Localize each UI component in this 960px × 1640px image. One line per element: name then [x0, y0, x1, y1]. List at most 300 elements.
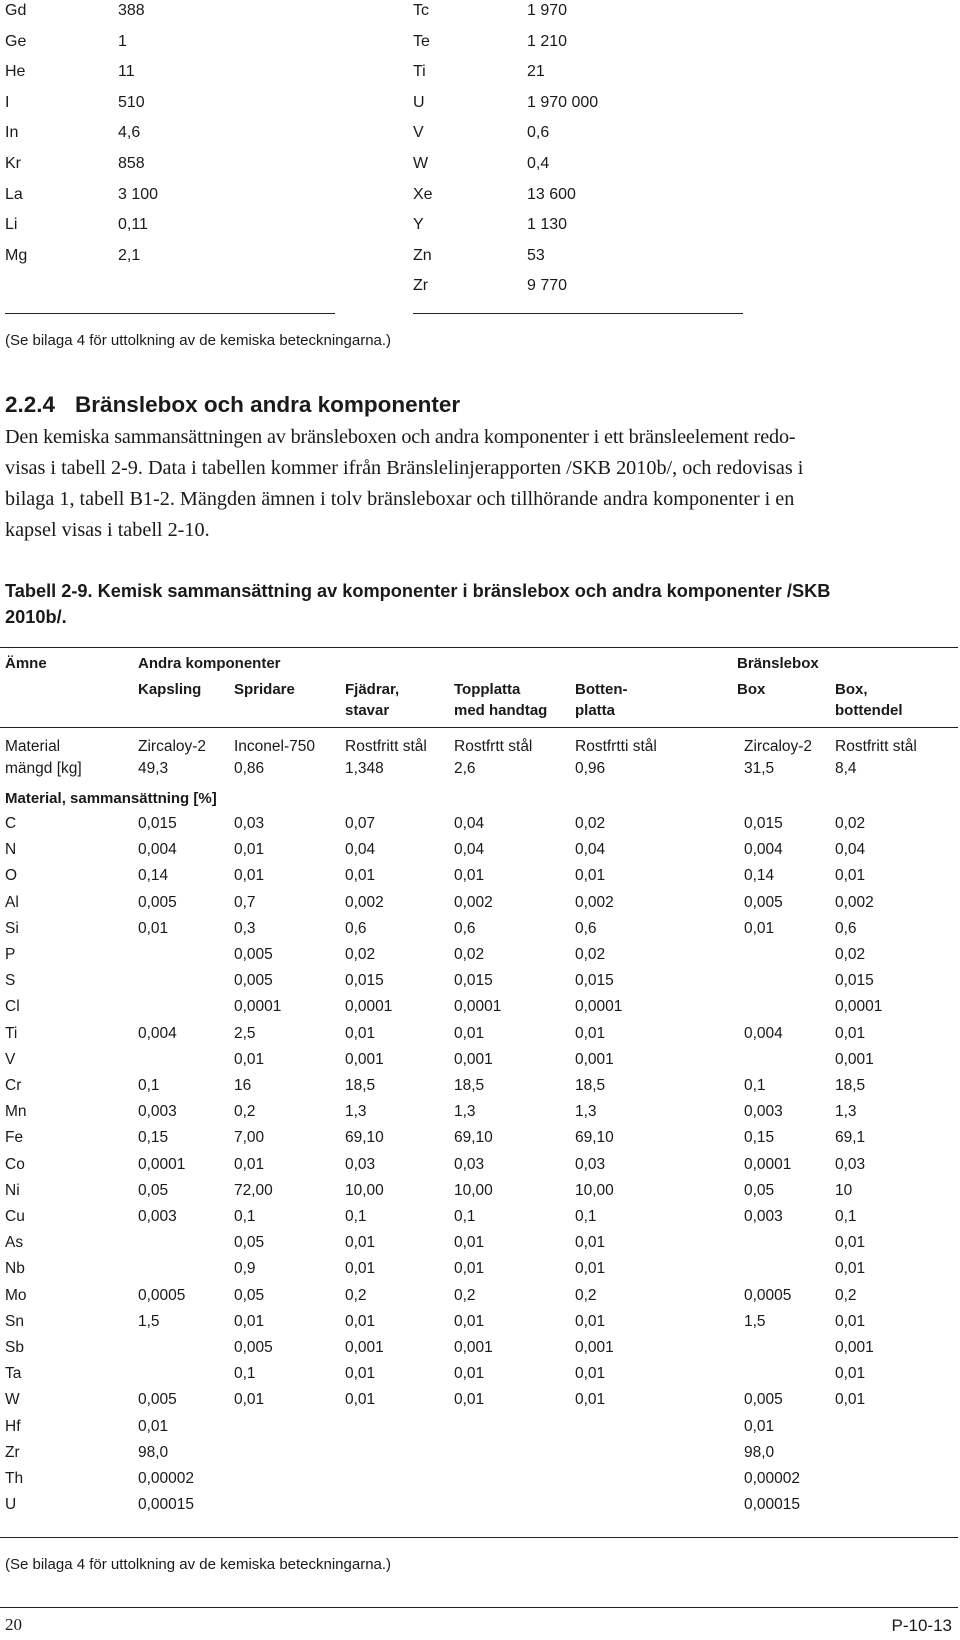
top-table-note: (Se bilaga 4 för uttolkning av de kemiska beteckningarna.) — [5, 332, 392, 349]
table-row — [0, 841, 960, 867]
element-value: 1 970 — [527, 2, 568, 19]
table-cell: 0,002 — [345, 893, 384, 911]
table-cell: 0,01 — [345, 1365, 376, 1383]
table-cell: 0,02 — [835, 946, 866, 963]
table-row — [0, 946, 960, 972]
table-cell: 0,01 — [454, 1365, 485, 1383]
table-cell: 0,6 — [835, 919, 857, 937]
table-cell: 0,05 — [234, 1286, 265, 1304]
row-label: Material — [5, 738, 61, 755]
table-cell: 0,01 — [575, 1391, 606, 1409]
element-symbol: Te — [413, 32, 430, 50]
table-cell: 1,3 — [575, 1103, 597, 1121]
composition-heading: Material, sammansättning [%] — [5, 790, 217, 807]
table-cell: 0,0001 — [234, 998, 282, 1016]
element-value: 9 770 — [527, 277, 568, 295]
table-cell: 0,05 — [138, 1181, 169, 1199]
table-cell: 10 — [835, 1181, 853, 1199]
element-symbol: Sb — [5, 1339, 24, 1356]
table-cell: 0,01 — [575, 1365, 606, 1383]
element-symbol: I — [5, 93, 10, 111]
element-symbol: Hf — [5, 1417, 21, 1435]
element-symbol: Zr — [5, 1443, 20, 1461]
table-cell: 0,01 — [454, 1234, 485, 1252]
table-cell: 0,01 — [835, 1365, 866, 1383]
element-symbol: Mg — [5, 246, 28, 264]
section-heading — [5, 392, 460, 418]
element-symbol: Zr — [413, 277, 429, 295]
table-cell: 0,01 — [454, 1260, 485, 1278]
table-row — [0, 1339, 960, 1365]
element-symbol: V — [413, 124, 424, 142]
table-cell: 0,01 — [345, 1391, 376, 1409]
table-cell: 0,003 — [744, 1103, 783, 1121]
header-kapsling: Kapsling — [138, 681, 202, 698]
table-cell: 0,04 — [575, 841, 606, 859]
table-cell: 1,3 — [345, 1103, 367, 1121]
table-cell: 1,3 — [835, 1103, 857, 1121]
element-value: 21 — [527, 63, 545, 81]
mass-row — [0, 760, 960, 786]
element-symbol: Co — [5, 1155, 25, 1173]
table-cell: 0,004 — [744, 841, 783, 859]
element-symbol: Kr — [5, 155, 21, 172]
element-symbol: N — [5, 841, 17, 859]
top-table-row — [0, 216, 960, 248]
table-cell: 0,0001 — [345, 998, 393, 1016]
header-box: Box — [737, 681, 766, 698]
table-cell: 0,0001 — [575, 998, 623, 1016]
table-cell: 0,1 — [345, 1208, 367, 1225]
table-cell: 0,1 — [454, 1208, 476, 1225]
table-cell: 0,01 — [345, 1312, 376, 1330]
header-topplatta-2: med handtag — [454, 702, 548, 719]
table-cell: 0,00002 — [138, 1470, 195, 1487]
table-row — [0, 1391, 960, 1417]
table-cell: 0,004 — [138, 841, 177, 859]
table-cell: 0,96 — [575, 760, 606, 777]
table-row — [0, 1444, 960, 1470]
element-symbol: In — [5, 124, 19, 142]
element-symbol: Xe — [413, 185, 433, 203]
table-row — [0, 894, 960, 920]
header-group-branslebox: Bränslebox — [737, 655, 819, 672]
header-spridare: Spridare — [234, 681, 295, 698]
element-symbol: Gd — [5, 2, 27, 19]
header-group-andra: Andra komponenter — [138, 655, 281, 672]
element-value: 0,6 — [527, 124, 550, 142]
table-cell: 18,5 — [454, 1077, 485, 1094]
table-cell: 69,10 — [345, 1129, 384, 1147]
element-symbol: Th — [5, 1470, 24, 1487]
element-value: 53 — [527, 246, 545, 264]
table-cell: 0,005 — [744, 1391, 783, 1409]
table-cell: 0,0005 — [744, 1286, 792, 1304]
element-symbol: Zn — [413, 246, 432, 264]
table-cell: 0,01 — [835, 867, 866, 885]
element-symbol: Y — [413, 216, 424, 234]
table-row — [0, 1234, 960, 1260]
paragraph-line: visas i tabell 2-9. Data i tabellen kommer ifrån Bränslelinjerapporten /SKB 2010b/, och redovisas i — [5, 457, 804, 479]
table-cell: 0,1 — [835, 1208, 857, 1225]
table-cell: 0,04 — [454, 841, 485, 859]
table-row — [0, 1182, 960, 1208]
header-amne: Ämne — [5, 655, 47, 672]
table-bottom-rule — [0, 1537, 958, 1538]
table-cell: 69,10 — [575, 1129, 614, 1147]
table-row — [0, 972, 960, 998]
table-cell: 0,004 — [744, 1024, 783, 1042]
table-cell: 0,04 — [345, 841, 376, 859]
table-cell: 0,001 — [454, 1339, 493, 1356]
table-cell: 0,0001 — [454, 998, 502, 1016]
table-cell: 49,3 — [138, 760, 169, 777]
element-symbol: Mo — [5, 1286, 27, 1304]
top-table-row — [0, 247, 960, 279]
table-cell: 0,002 — [835, 893, 874, 911]
table-cell: 0,01 — [345, 1260, 376, 1278]
table-cell: 2,6 — [454, 760, 476, 777]
table-cell: 0,003 — [138, 1103, 177, 1121]
table-caption — [5, 578, 955, 630]
table-cell: 0,05 — [234, 1234, 265, 1252]
header-fjadrar-2: stavar — [345, 702, 390, 719]
header-fjadrar: Fjädrar, — [345, 681, 400, 698]
table-cell: 0,03 — [575, 1155, 606, 1173]
table-row — [0, 1208, 960, 1234]
table-row — [0, 1129, 960, 1155]
table-note: (Se bilaga 4 för uttolkning av de kemiska beteckningarna.) — [5, 1556, 392, 1573]
table-cell: 18,5 — [345, 1077, 376, 1094]
table-cell: 0,2 — [345, 1286, 367, 1304]
element-symbol: Mn — [5, 1103, 27, 1121]
table-cell: 16 — [234, 1077, 252, 1094]
element-value: 1 970 000 — [527, 93, 599, 111]
table-cell: 0,3 — [234, 919, 256, 937]
paragraph-line: Den kemiska sammansättningen av bränsleboxen och andra komponenter i ett bränsleelement redo- — [5, 426, 796, 448]
table-cell: 0,015 — [575, 972, 614, 990]
table-cell: 0,1 — [744, 1077, 766, 1094]
table-cell: 0,1 — [234, 1365, 256, 1383]
header-box-bottendel: Box, — [835, 681, 868, 698]
table-cell: 0,01 — [234, 1312, 265, 1330]
table-cell: 0,2 — [454, 1286, 476, 1304]
table-cell: 0,01 — [835, 1391, 866, 1409]
table-cell: 0,0001 — [744, 1155, 792, 1173]
table-cell: 0,015 — [835, 972, 874, 990]
page-number: 20 — [5, 1615, 22, 1634]
element-symbol: Sn — [5, 1312, 24, 1330]
table-cell: 10,00 — [454, 1181, 493, 1199]
table-cell: 0,14 — [744, 867, 775, 885]
table-cell: 0,6 — [575, 919, 597, 937]
table-cell: 98,0 — [744, 1443, 775, 1461]
element-symbol: V — [5, 1050, 16, 1068]
row-label: mängd [kg] — [5, 760, 82, 777]
table-cell: 0,015 — [744, 815, 783, 832]
element-symbol: Ti — [413, 63, 426, 81]
table-cell: Zircaloy-2 — [138, 738, 207, 755]
element-symbol: Ta — [5, 1365, 22, 1383]
table-cell: 0,01 — [575, 1260, 606, 1278]
table-cell: 0,03 — [454, 1155, 485, 1173]
element-value: 4,6 — [118, 124, 141, 142]
table-cell: 0,01 — [234, 1155, 265, 1173]
element-value: 1 130 — [527, 216, 568, 234]
element-symbol: U — [413, 93, 425, 111]
table-cell: 2,5 — [234, 1024, 256, 1042]
table-cell: 0,0005 — [138, 1286, 186, 1304]
table-cell: 0,01 — [835, 1024, 866, 1042]
table-row — [0, 1287, 960, 1313]
table-cell: 0,01 — [345, 1234, 376, 1252]
table-cell: Rostfrtt stål — [454, 738, 533, 755]
table-cell: 0,001 — [835, 1339, 874, 1356]
table-cell: 0,01 — [234, 841, 265, 859]
element-symbol: P — [5, 946, 16, 963]
table-cell: 0,01 — [138, 919, 169, 937]
top-table-row — [0, 155, 960, 187]
element-symbol: La — [5, 185, 23, 203]
table-cell: 0,01 — [138, 1417, 169, 1435]
table-cell: 0,01 — [575, 1234, 606, 1252]
table-row — [0, 1051, 960, 1077]
table-cell: 0,001 — [575, 1050, 614, 1068]
table-cell: 0,00015 — [138, 1496, 195, 1514]
table-cell: 69,1 — [835, 1129, 866, 1147]
table-cell: 0,004 — [138, 1024, 177, 1042]
section-paragraph — [5, 422, 953, 546]
table-row — [0, 1156, 960, 1182]
table-cell: 0,001 — [345, 1050, 384, 1068]
element-symbol: As — [5, 1234, 24, 1252]
table-cell: 7,00 — [234, 1129, 265, 1147]
element-symbol: Ti — [5, 1024, 18, 1042]
table-cell: 0,2 — [835, 1286, 857, 1304]
table-cell: 0,01 — [454, 1024, 485, 1042]
table-cell: 0,005 — [138, 1391, 177, 1409]
top-table-row — [0, 124, 960, 156]
element-symbol: Si — [5, 919, 19, 937]
element-symbol: S — [5, 972, 16, 990]
table-cell: 0,005 — [234, 972, 273, 990]
page-footer-rule — [0, 1607, 958, 1608]
table-cell: 18,5 — [835, 1077, 866, 1094]
table-cell: 18,5 — [575, 1077, 606, 1094]
element-value: 1 — [118, 32, 127, 50]
table-cell: 0,02 — [454, 946, 485, 963]
table-cell: 0,01 — [835, 1312, 866, 1330]
table-cell: 0,02 — [835, 815, 866, 832]
table-cell: 0,01 — [454, 867, 485, 885]
table-row — [0, 1365, 960, 1391]
table-cell: 0,00015 — [744, 1496, 801, 1514]
table-cell: 10,00 — [345, 1181, 384, 1199]
table-row — [0, 1496, 960, 1522]
table-cell: 0,01 — [575, 867, 606, 885]
table-cell: 31,5 — [744, 760, 775, 777]
element-symbol: Cr — [5, 1077, 22, 1094]
table-cell: Inconel-750 — [234, 738, 316, 755]
table-cell: 0,1 — [575, 1208, 597, 1225]
table-cell: 0,03 — [345, 1155, 376, 1173]
table-cell: 0,02 — [575, 815, 606, 832]
header-box-bottendel-2: bottendel — [835, 702, 903, 719]
report-id: P-10-13 — [891, 1616, 952, 1635]
table-cell: 0,07 — [345, 815, 376, 832]
table-cell: Rostfritt stål — [345, 738, 427, 755]
table-cell: 1,5 — [138, 1312, 160, 1330]
table-cell: 0,01 — [744, 1417, 775, 1435]
paragraph-line: bilaga 1, tabell B1-2. Mängden ämnen i tolv bränsleboxar och tillhörande andra komponenter i en — [5, 488, 795, 510]
table-row — [0, 1313, 960, 1339]
table-top-rule — [0, 647, 958, 648]
table-cell: 0,04 — [454, 815, 485, 832]
table-cell: 0,005 — [234, 1339, 273, 1356]
table-cell: 0,01 — [575, 1312, 606, 1330]
table-cell: Zircaloy-2 — [744, 738, 813, 755]
table-cell: 0,005 — [744, 893, 783, 911]
element-symbol: U — [5, 1496, 17, 1514]
table-cell: 0,01 — [234, 1050, 265, 1068]
header-bottenplatta-2: platta — [575, 702, 616, 719]
table-cell: 1,5 — [744, 1312, 766, 1330]
table-cell: 0,001 — [835, 1050, 874, 1068]
table-cell: 0,005 — [138, 893, 177, 911]
table-row — [0, 1077, 960, 1103]
table-cell: 0,015 — [454, 972, 493, 990]
table-cell: 0,01 — [575, 1024, 606, 1042]
table-cell: 1,3 — [454, 1103, 476, 1121]
table-cell: 0,01 — [835, 1260, 866, 1278]
table-cell: 0,14 — [138, 867, 169, 885]
table-row — [0, 1260, 960, 1286]
element-value: 2,1 — [118, 246, 141, 264]
table-row — [0, 1025, 960, 1051]
table-caption-line: 2010b/. — [5, 607, 67, 627]
table-cell: 0,01 — [454, 1391, 485, 1409]
element-symbol: Ni — [5, 1181, 20, 1199]
table-cell: 0,1 — [234, 1208, 256, 1225]
table-cell: 72,00 — [234, 1181, 273, 1199]
table-row — [0, 867, 960, 893]
element-value: 1 210 — [527, 32, 568, 50]
table-cell: 0,003 — [138, 1208, 177, 1225]
table-cell: 1,348 — [345, 760, 384, 777]
table-cell: 69,10 — [454, 1129, 493, 1147]
paragraph-line: kapsel visas i tabell 2-10. — [5, 519, 210, 541]
table-row — [0, 1103, 960, 1129]
element-value: 11 — [118, 63, 135, 81]
table-cell: Rostfrtti stål — [575, 738, 657, 755]
table-cell: 0,2 — [575, 1286, 597, 1304]
section-title: Bränslebox och andra komponenter — [75, 392, 461, 417]
element-symbol: Al — [5, 893, 19, 911]
element-symbol: Cl — [5, 998, 20, 1016]
table-row — [0, 998, 960, 1024]
element-symbol: Cu — [5, 1208, 25, 1225]
header-bottenplatta: Botten- — [575, 681, 628, 698]
table-cell: 0,02 — [575, 946, 606, 963]
table-cell: Rostfritt stål — [835, 738, 917, 755]
table-cell: 0,001 — [454, 1050, 493, 1068]
table-row — [0, 920, 960, 946]
top-table-row — [0, 94, 960, 126]
table-cell: 0,01 — [744, 919, 775, 937]
top-table-rule-right — [413, 313, 743, 314]
table-cell: 0,01 — [345, 867, 376, 885]
table-cell: 0,2 — [234, 1103, 256, 1121]
element-symbol: W — [413, 155, 429, 172]
table-cell: 0,001 — [345, 1339, 384, 1356]
element-symbol: C — [5, 815, 17, 832]
element-symbol: He — [5, 63, 26, 81]
top-table-row — [0, 277, 960, 309]
table-cell: 0,0001 — [835, 998, 883, 1016]
element-symbol: Li — [5, 216, 18, 234]
element-value: 3 100 — [118, 185, 159, 203]
table-cell: 0,01 — [454, 1312, 485, 1330]
table-row — [0, 815, 960, 841]
element-value: 510 — [118, 93, 145, 111]
header-topplatta: Topplatta — [454, 681, 521, 698]
table-cell: 98,0 — [138, 1443, 169, 1461]
top-table-row — [0, 2, 960, 34]
table-cell: 0,04 — [835, 841, 866, 859]
top-table-row — [0, 33, 960, 65]
table-cell: 0,02 — [345, 946, 376, 963]
element-symbol: Tc — [413, 2, 429, 19]
table-cell: 0,6 — [454, 919, 476, 937]
table-cell: 0,86 — [234, 760, 265, 777]
table-cell: 0,7 — [234, 893, 256, 911]
element-value: 13 600 — [527, 185, 576, 203]
table-cell: 0,15 — [138, 1129, 169, 1147]
element-symbol: W — [5, 1391, 20, 1409]
table-cell: 8,4 — [835, 760, 857, 777]
table-cell: 0,05 — [744, 1181, 775, 1199]
table-cell: 0,001 — [575, 1339, 614, 1356]
table-cell: 0,01 — [345, 1024, 376, 1042]
table-cell: 0,03 — [234, 815, 265, 832]
table-cell: 0,1 — [138, 1077, 160, 1094]
table-cell: 0,01 — [234, 1391, 265, 1409]
element-symbol: Nb — [5, 1260, 25, 1278]
table-cell: 0,01 — [234, 867, 265, 885]
table-cell: 0,002 — [454, 893, 493, 911]
table-cell: 0,15 — [744, 1129, 775, 1147]
table-cell: 0,6 — [345, 919, 367, 937]
element-value: 858 — [118, 155, 145, 172]
element-value: 0,11 — [118, 216, 148, 234]
table-cell: 0,015 — [138, 815, 177, 832]
element-symbol: O — [5, 867, 18, 885]
table-cell: 0,0001 — [138, 1155, 186, 1173]
element-symbol: Ge — [5, 32, 27, 50]
table-row — [0, 1418, 960, 1444]
table-cell: 0,015 — [345, 972, 384, 990]
element-symbol: Fe — [5, 1129, 24, 1147]
table-cell: 0,00002 — [744, 1470, 801, 1487]
table-cell: 0,01 — [835, 1234, 866, 1252]
table-cell: 10,00 — [575, 1181, 614, 1199]
top-table-row — [0, 63, 960, 95]
table-cell: 0,002 — [575, 893, 614, 911]
section-number: 2.2.4 — [5, 392, 56, 417]
table-cell: 0,03 — [835, 1155, 866, 1173]
table-cell: 0,9 — [234, 1260, 256, 1278]
element-value: 0,4 — [527, 155, 550, 172]
